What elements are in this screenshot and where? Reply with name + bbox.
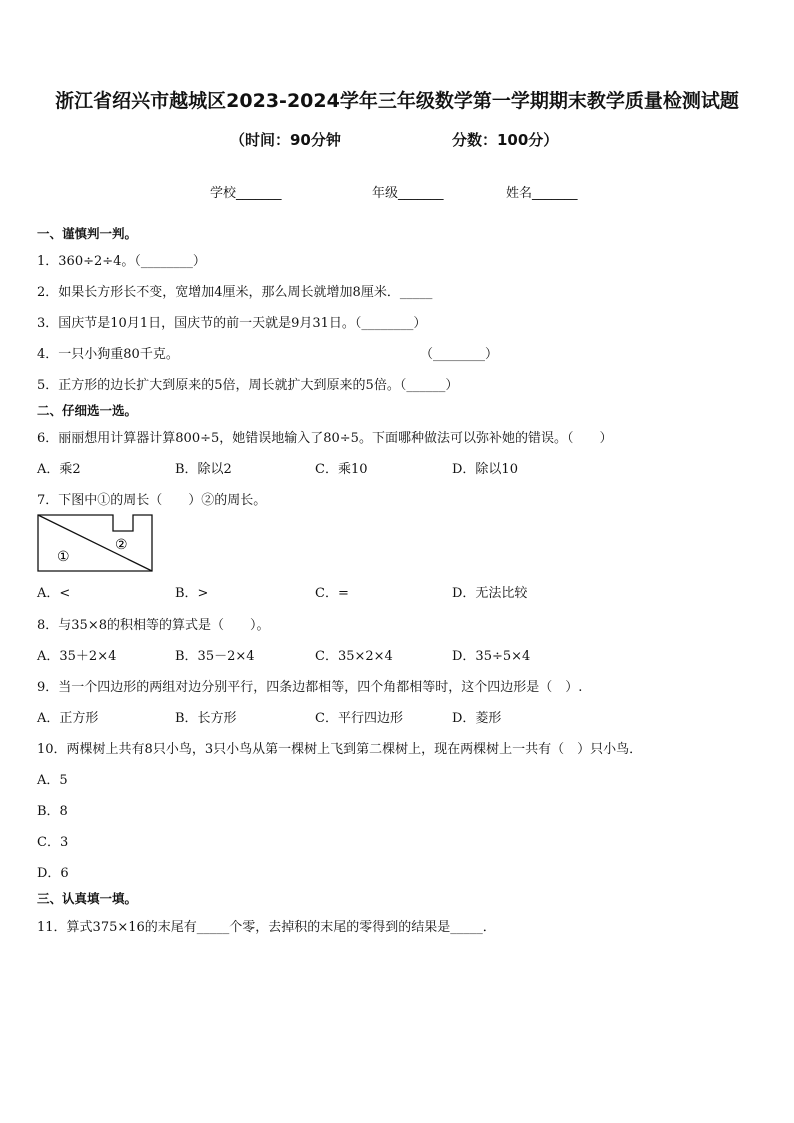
question-3: 3．国庆节是10月1日，国庆节的前一天就是9月31日。（________） bbox=[37, 316, 427, 331]
section-choose: 二、仔细选一选。 bbox=[37, 403, 138, 418]
q9-option-b: B．长方形 bbox=[175, 711, 237, 726]
question-8: 8．与35×8的积相等的算式是（ ）。 bbox=[37, 618, 270, 633]
q6-option-d: D．除以10 bbox=[452, 462, 518, 477]
question-6: 6．丽丽想用计算器计算800÷5，她错误地输入了80÷5。下面哪种做法可以弥补她的错误。（ ） bbox=[37, 431, 613, 446]
q7-option-b: B．> bbox=[175, 586, 209, 601]
figure-diagonal bbox=[38, 515, 152, 571]
question-2: 2．如果长方形长不变，宽增加4厘米，那么周长就增加8厘米．_____ bbox=[37, 285, 433, 300]
question-4: 4．一只小狗重80千克。 bbox=[37, 347, 179, 362]
q9-option-c: C．平行四边形 bbox=[315, 711, 403, 726]
question-1: 1．360÷2÷4。（________） bbox=[37, 254, 206, 269]
exam-score: 分数：100分） bbox=[452, 131, 559, 149]
q10-option-d: D．6 bbox=[37, 866, 69, 881]
question-10: 10．两棵树上共有8只小鸟，3只小鸟从第一棵树上飞到第二棵树上，现在两棵树上一共有（ ）只小鸟． bbox=[37, 742, 643, 757]
q6-option-a: A．乘2 bbox=[37, 462, 81, 477]
q8-option-c: C．35×2×4 bbox=[315, 649, 393, 664]
q9-option-a: A．正方形 bbox=[37, 711, 99, 726]
question-11: 11．算式375×16的末尾有_____个零，去掉积的末尾的零得到的结果是_____． bbox=[37, 920, 496, 935]
page-title: 浙江省绍兴市越城区2023-2024学年三年级数学第一学期期末教学质量检测试题 bbox=[55, 90, 739, 112]
q10-option-c: C．3 bbox=[37, 835, 69, 850]
question-7: 7．下图中①的周长（ ）②的周长。 bbox=[37, 493, 267, 508]
name-field: 姓名_______ bbox=[506, 186, 578, 201]
q7-option-c: C．= bbox=[315, 586, 349, 601]
q8-option-d: D．35÷5×4 bbox=[452, 649, 531, 664]
figure-label-1: ① bbox=[57, 549, 70, 565]
q7-figure bbox=[37, 514, 157, 574]
school-field: 学校_______ bbox=[210, 186, 282, 201]
section-fill: 三、认真填一填。 bbox=[37, 891, 138, 906]
q9-option-d: D．菱形 bbox=[452, 711, 502, 726]
q10-option-b: B．8 bbox=[37, 804, 68, 819]
q7-option-d: D．无法比较 bbox=[452, 586, 528, 601]
section-judge: 一、谨慎判一判。 bbox=[37, 226, 138, 241]
question-9: 9．当一个四边形的两组对边分别平行，四条边都相等，四个角都相等时，这个四边形是（ ）. bbox=[37, 680, 583, 695]
question-5: 5．正方形的边长扩大到原来的5倍，周长就扩大到原来的5倍。（______） bbox=[37, 378, 459, 393]
q10-option-a: A．5 bbox=[37, 773, 68, 788]
q6-option-b: B．除以2 bbox=[175, 462, 232, 477]
q8-option-a: A．35＋2×4 bbox=[37, 649, 117, 664]
question-4-blank: （________） bbox=[420, 347, 499, 362]
q7-option-a: A．< bbox=[37, 586, 71, 601]
q8-option-b: B．35－2×4 bbox=[175, 649, 255, 664]
grade-field: 年级_______ bbox=[372, 186, 444, 201]
figure-label-2: ② bbox=[115, 537, 128, 553]
q6-option-c: C．乘10 bbox=[315, 462, 368, 477]
exam-time: （时间：90分钟 bbox=[230, 131, 341, 149]
